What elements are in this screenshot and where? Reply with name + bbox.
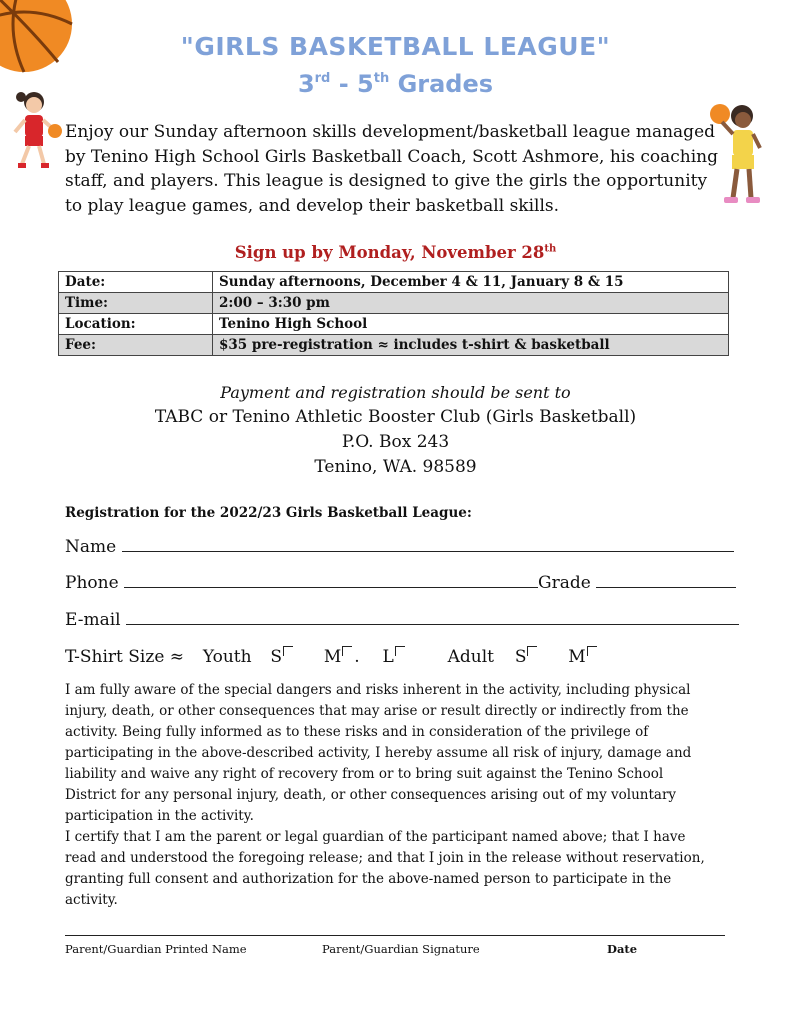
signature-line[interactable] xyxy=(65,935,725,936)
adult-label: Adult xyxy=(447,647,494,667)
payment-recipient: TABC or Tenino Athletic Booster Club (Girls Basketball) xyxy=(154,407,637,427)
grade-start: 3 xyxy=(297,70,315,98)
email-row xyxy=(65,610,739,630)
intro-paragraph: Enjoy our Sunday afternoon skills development/basketball league managed by Tenino High School Girls Basketball Coach, Scott Ashmore, his coaching staff, and players. This league is designed to give the girls the opportunity to play league games, and develop their basketball skills. xyxy=(65,122,718,216)
grade-separator: - xyxy=(330,70,358,98)
signup-text: Sign up by Monday, November 28 xyxy=(234,243,545,262)
grade-label: Grade xyxy=(538,573,591,593)
youth-size-l-label: L xyxy=(382,647,394,667)
phone-row xyxy=(65,573,736,593)
youth-m-checkbox[interactable] xyxy=(342,646,352,656)
youth-size-m-label: M xyxy=(323,647,342,667)
tshirt-size-row: T-Shirt Size ≈ Youth S M . L Adult S M xyxy=(65,646,599,667)
youth-size-s-label: S xyxy=(270,647,283,667)
printed-name-label: Parent/Guardian Printed Name xyxy=(65,942,247,956)
table-row xyxy=(59,314,729,335)
phone-field[interactable] xyxy=(124,573,538,588)
name-row xyxy=(65,537,734,557)
date-value: Sunday afternoons, December 4 & 11, January 8 & 15 xyxy=(213,272,729,293)
phone-label: Phone xyxy=(65,573,119,593)
grade-word: Grades xyxy=(389,70,494,98)
grade-end-suffix: th xyxy=(373,71,390,86)
date-signature-label: Date xyxy=(607,942,638,956)
page-title: "GIRLS BASKETBALL LEAGUE" xyxy=(180,32,611,61)
date-label: Date: xyxy=(59,272,213,293)
league-info-table xyxy=(58,271,729,356)
waiver-paragraph: I am fully aware of the special dangers and risks inherent in the activity, including physical injury, death, or other consequences that may arise or result directly or indirectly from the activity. Being fully informed as to these risks and in consideration of the privilege of participating in the above-described activity, I hereby assume all risk of injury, damage and liability and waive any right of recovery from or to bring suit against the Tenino School District for any personal injury, death, or other consequences arising out of my voluntary participation in the activity. xyxy=(65,682,692,824)
time-label: Time: xyxy=(59,293,213,314)
adult-size-s-label: S xyxy=(514,647,527,667)
certification-paragraph: I certify that I am the parent or legal guardian of the participant named above; that I have read and understood the foregoing release; and that I join in the release without reservation, granting full consent and authorization for the above-named person to participate in the activity. xyxy=(65,829,705,908)
adult-m-checkbox[interactable] xyxy=(587,646,597,656)
table-row xyxy=(59,293,729,314)
registration-heading: Registration for the 2022/23 Girls Basketball League: xyxy=(65,505,472,521)
location-label: Location: xyxy=(59,314,213,335)
name-label: Name xyxy=(65,537,117,557)
name-field[interactable] xyxy=(122,537,734,552)
payment-po-box: P.O. Box 243 xyxy=(341,432,450,452)
tshirt-label: T-Shirt Size ≈ xyxy=(65,647,185,667)
girl-player-left-illustration xyxy=(8,88,70,174)
time-value: 2:00 – 3:30 pm xyxy=(213,293,729,314)
grade-start-suffix: rd xyxy=(314,71,331,86)
location-value: Tenino High School xyxy=(213,314,729,335)
grade-field[interactable] xyxy=(596,573,736,588)
grade-end: 5 xyxy=(357,70,374,98)
signup-suffix: th xyxy=(544,243,557,255)
adult-s-checkbox[interactable] xyxy=(527,646,537,656)
payment-intro: Payment and registration should be sent to xyxy=(220,383,571,402)
signup-deadline xyxy=(0,243,791,262)
youth-s-checkbox[interactable] xyxy=(283,646,293,656)
youth-l-checkbox[interactable] xyxy=(395,646,405,656)
youth-label: Youth xyxy=(202,647,252,667)
payment-city: Tenino, WA. 98589 xyxy=(314,457,477,477)
table-row xyxy=(59,272,729,293)
liability-waiver xyxy=(65,680,715,911)
email-field[interactable] xyxy=(126,610,739,625)
adult-size-m-label: M xyxy=(568,647,586,667)
email-label: E-mail xyxy=(65,610,121,630)
fee-value: $35 pre-registration ≈ includes t-shirt & basketball xyxy=(213,335,729,356)
fee-label: Fee: xyxy=(59,335,213,356)
signature-label: Parent/Guardian Signature xyxy=(322,942,480,956)
table-row xyxy=(59,335,729,356)
grade-subtitle xyxy=(0,70,791,98)
